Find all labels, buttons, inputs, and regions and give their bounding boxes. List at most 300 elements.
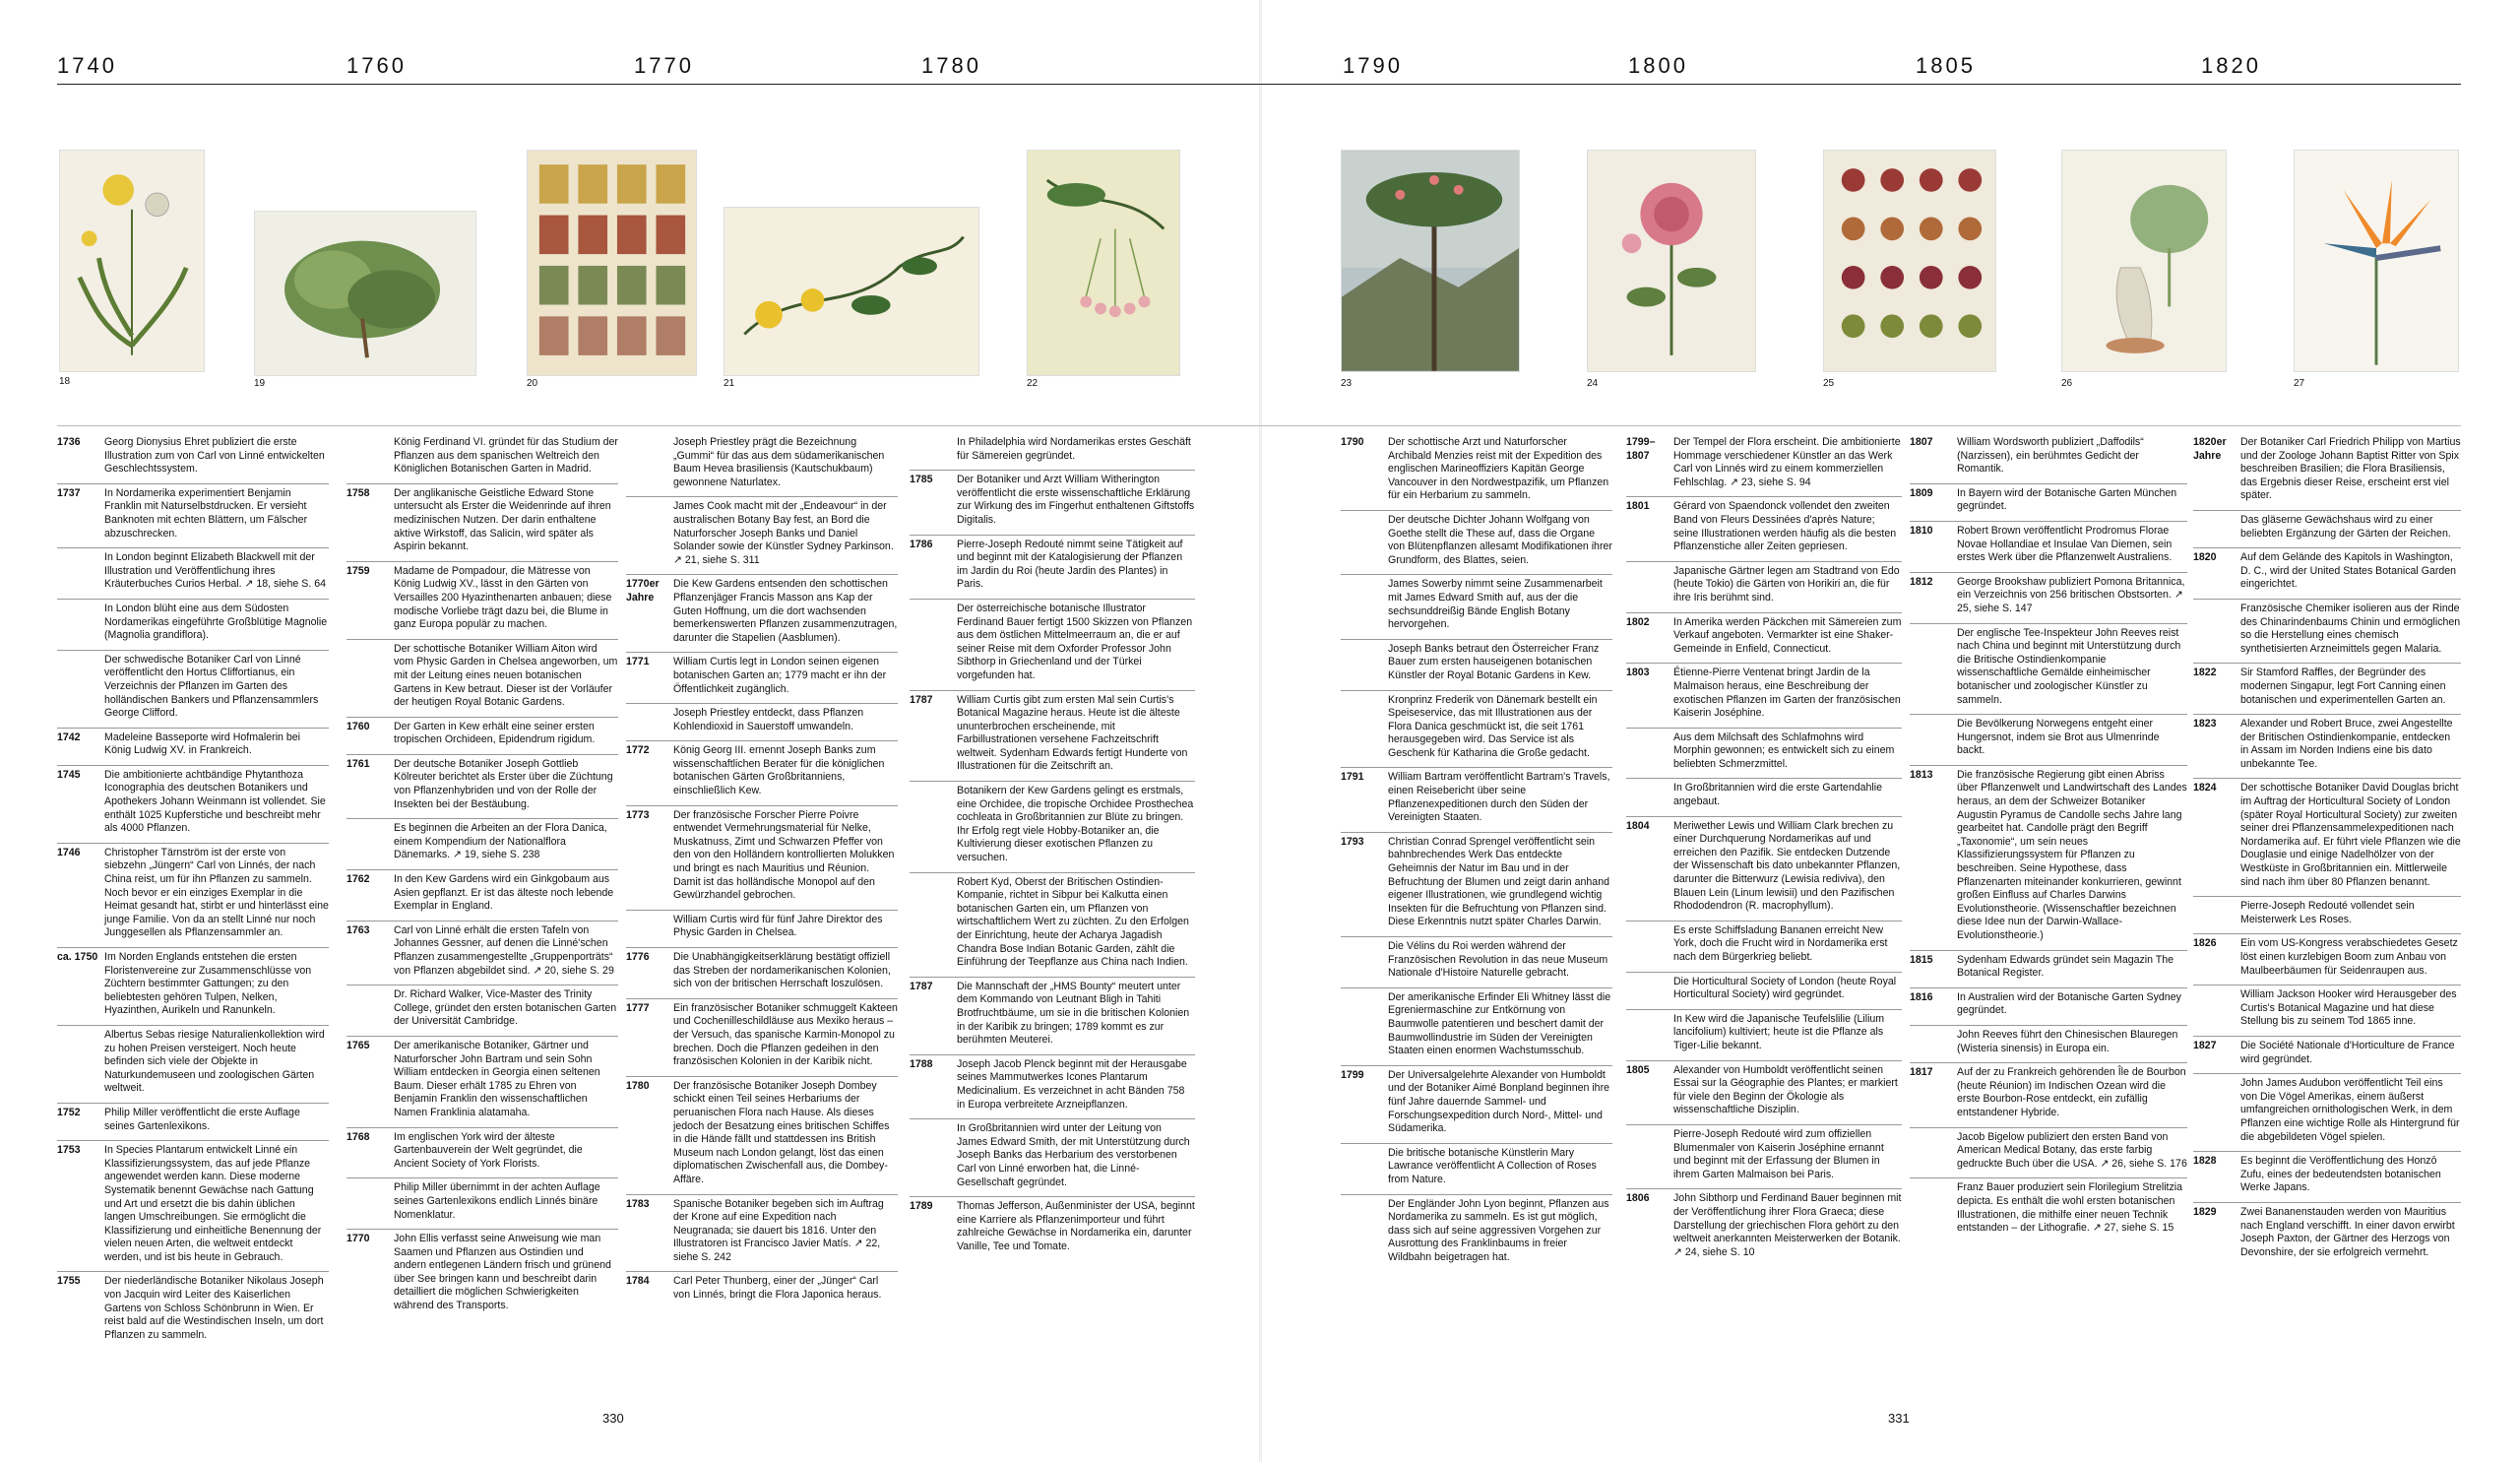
timeline-entry	[1910, 1127, 2187, 1178]
plate-bird-of-paradise	[2294, 150, 2459, 372]
timeline-entry	[1626, 778, 1902, 815]
entry-text: In Amerika werden Päckchen mit Sämereien zum Verkauf angeboten. Vermarkter ist eine Shaker-Gemeinde in Enfield, Connecticut.	[1673, 615, 1902, 655]
timeline-entry	[57, 1271, 329, 1349]
entry-text: Botanikern der Kew Gardens gelingt es erstmals, eine Orchidee, die tropische Orchidee Prosthechea cochleata in Großbritannien zur Blüte zu bringen. Ihr Erfolg regt viele Hobby-Botaniker an, die Kultivierung dieser exotischen Pflanzen zu versuchen.	[957, 785, 1194, 864]
timeline-entry	[1341, 1143, 1612, 1194]
entry-text: John Reeves führt den Chinesischen Blauregen (Wisteria sinensis) in Europa ein.	[1957, 1028, 2178, 1054]
entry-year: 1829	[2193, 1205, 2217, 1218]
entry-text: Christian Conrad Sprengel veröffentlicht sein bahnbrechendes Werk Das entdeckte Geheimnis der Natur im Bau und in der Befruchtung der Blumen und zeigt darin anhand eigener Illustrationen, wie grundlegend wichtig Insekten für die Befruchtung von Pflanzen sind. Diese Erkenntnis nutzt später Charles Darwin.	[1388, 835, 1609, 928]
entry-text: William Curtis legt in London seinen eigenen botanischen Garten an; 1779 macht er ihn der Öffentlichkeit zugänglich.	[673, 656, 887, 695]
timeline-entry	[346, 639, 618, 717]
timeline-entry	[346, 1127, 618, 1178]
timeline-entry	[1910, 765, 2187, 950]
entry-text: John Sibthorp und Ferdinand Bauer beginnen mit der Veröffentlichung ihrer Flora Graeca; diese Darstellung der griechischen Flora gehört zu den weltweit anerkannten Meisterwerken der Botanik. ↗ 24, siehe S. 10	[1673, 1192, 1902, 1258]
entry-text: In den Kew Gardens wird ein Ginkgobaum aus Asien gepflanzt. Er ist das älteste noch lebende Exemplar in England.	[394, 873, 614, 913]
entry-text: In Kew wird die Japanische Teufelslilie (Lilium lancifolium) kultiviert; heute ist die Pflanze als Tiger-Lilie bekannt.	[1673, 1012, 1885, 1051]
timeline-entry	[346, 717, 618, 754]
entry-text: Pierre-Joseph Redouté nimmt seine Tätigkeit auf und beginnt mit der Katalogisierung der Pflanzen im Jardin du Roi (heute Jardin des Plantes) in Paris.	[957, 538, 1183, 591]
entry-year: 1755	[57, 1275, 81, 1288]
decade-label: 1805	[1916, 53, 1976, 78]
entry-year	[346, 822, 394, 862]
entry-year: 1761	[346, 757, 370, 770]
timeline-column	[1341, 433, 1612, 1271]
entry-year: 1803	[1626, 667, 1650, 679]
entry-text: Albertus Sebas riesige Naturalienkollektion wird zu hohen Preisen versteigert. Noch heute befinden sich viele der Objekte in Naturkundemuseen und zoologischen Gärten weltweit.	[104, 1028, 325, 1095]
entry-year: 1746	[57, 846, 81, 858]
entry-text: Philip Miller übernimmt in der achten Auflage seines Gartenlexikons endlich Linnés binäre Nomenklatur.	[394, 1181, 600, 1221]
entry-text: Im englischen York wird der älteste Gartenbauverein der Welt gegründet, die Ancient Society of York Florists.	[394, 1130, 583, 1170]
entry-text: Im Norden Englands entstehen die ersten Floristenvereine zur Zusammenschlüsse von Züchtern bestimmter Gattungen; zu den beliebtesten gehören Tulpen, Nelken, Hyazinthen, Aurikeln und Ranunkeln.	[104, 951, 312, 1017]
rose-illustration	[1588, 151, 1755, 371]
decade-label: 1740	[57, 53, 117, 78]
timeline-entry	[57, 483, 329, 547]
entry-year: 1783	[626, 1197, 650, 1210]
entry-year	[346, 988, 394, 1029]
entry-text: Franz Bauer produziert sein Florilegium Strelitzia depicta. Es enthält die wohl ersten botanischen Illustrationen, die mithilfe einer neuen Technik entstanden – der Lithografie. ↗ 27, siehe S. 15	[1957, 1181, 2183, 1235]
timeline-entry	[2193, 985, 2461, 1036]
timeline-entry	[1341, 1065, 1612, 1143]
entry-text: Der Botaniker und Arzt William Witherington veröffentlicht die erste wissenschaftliche Erklärung zur Wirkung des im Fingerhut enthaltenen Giftstoffs Digitalis.	[957, 474, 1195, 526]
timeline-entry	[2193, 778, 2461, 896]
plate-yellow-vine	[724, 207, 979, 376]
timeline-entry	[910, 433, 1195, 470]
entry-text: In Australien wird der Botanische Garten Sydney gegründet.	[1957, 990, 2181, 1017]
entry-text: Pierre-Joseph Redouté wird zum offiziellen Blumenmaler von Kaiserin Joséphine ernannt und beginnt mit der Erfassung der Blumen in ihrem Garten Malmaison bei Paris.	[1673, 1127, 1884, 1180]
entry-text: Der Botaniker Carl Friedrich Philipp von Martius und der Zoologe Johann Baptist Ritter von Spix beschreiben Brasilien; die Flora Brasiliensis, das Ergebnis dieser Reise, erscheint erst viel später.	[2240, 436, 2461, 502]
timeline-entry	[57, 599, 329, 650]
timeline-entry	[1341, 510, 1612, 574]
entry-text: König Ferdinand VI. gründet für das Studium der Pflanzen aus dem spanischen Weltreich den Königlichen Botanischen Garten in Madrid.	[394, 436, 618, 476]
entry-text: Es beginnt die Veröffentlichung des Honzō Zufu, eines der bedeutendsten botanischen Werke Japans.	[2240, 1155, 2441, 1194]
plate-mushroom	[2061, 150, 2227, 372]
entry-year	[2193, 988, 2240, 1029]
timeline-entry	[626, 740, 898, 804]
timeline-entry	[626, 496, 898, 574]
entry-text: Der französische Forscher Pierre Poivre entwendet Vermehrungsmaterial für Nelke, Muskatnuss, Zimt und Schwarzen Pfeffer von den von den Holländern kontrollierten Molukken und bringt es nach Mauritius und Réunion. Damit ist das holländische Monopol auf den Gewürzhandel gebrochen.	[673, 808, 895, 902]
timeline-entry	[346, 1177, 618, 1229]
entry-text: In London beginnt Elizabeth Blackwell mit der Illustration und Veröffentlichung ihres Kräuterbuches Curios Herbal. ↗ 18, siehe S. 64	[104, 551, 326, 591]
entry-text: Aus dem Milchsaft des Schlafmohns wird Morphin gewonnen; es entwickelt sich zu einem beliebten Schmerzmittel.	[1673, 731, 1895, 770]
botanical-chart-illustration	[528, 151, 696, 375]
timeline-entry	[1626, 1060, 1902, 1124]
entry-text: Joseph Priestley prägt die Bezeichnung „Gummi“ für das aus dem südamerikanischen Baum Hevea brasiliensis (Kautschukbaum) gewonnene Naturlatex.	[673, 436, 885, 488]
timeline-entry	[1910, 433, 2187, 483]
entry-year: 1828	[2193, 1155, 2217, 1168]
timeline-entry	[1626, 1188, 1902, 1266]
timeline-entry	[2193, 599, 2461, 663]
entry-year	[1910, 1131, 1957, 1172]
entry-year: 1763	[346, 923, 370, 936]
entry-text: Joseph Priestley entdeckt, dass Pflanzen Kohlendioxid in Sauerstoff umwandeln.	[673, 707, 864, 732]
entry-year	[626, 500, 673, 567]
entry-text: Dr. Richard Walker, Vice-Master des Trinity College, gründet den ersten botanischen Garten der Universität Cambridge.	[394, 988, 617, 1028]
timeline-entry	[1341, 832, 1612, 936]
timeline-entry	[1341, 639, 1612, 690]
timeline-entry	[2193, 1073, 2461, 1151]
entry-text: Joseph Banks betraut den Österreicher Franz Bauer zum ersten hauseigenen botanischen Künstler der Royal Botanic Gardens in Kew.	[1388, 642, 1600, 681]
timeline-entry	[1341, 987, 1612, 1065]
entry-year	[57, 1029, 104, 1096]
entry-text: Carl von Linné erhält die ersten Tafeln von Johannes Gessner, auf denen die Linné'schen Pflanzen zusammengestellte „Gruppenporträts“ von Pflanzen abgebildet sind. ↗ 20, siehe S. 29	[394, 923, 614, 977]
entry-year	[626, 914, 673, 940]
entry-year: 1816	[1910, 990, 1933, 1003]
entry-text: Ein vom US-Kongress verabschiedetes Gesetz löst einen kurzlebigen Boom zum Anbau von Maulbeerbäumen für Seidenraupen aus.	[2240, 937, 2458, 977]
entry-year: 1822	[2193, 667, 2217, 679]
decade-label: 1770	[634, 53, 694, 78]
entry-text: Madame de Pompadour, die Mätresse von König Ludwig XV., lässt in den Gärten von Versailles 200 Hyazinthenarten anbauen; diese modische Vorliebe trägt dazu bei, die Blume in ganz Europa populär zu machen.	[394, 564, 612, 631]
timeline-entry	[346, 921, 618, 985]
timeline-entry	[346, 483, 618, 561]
timeline-column	[2193, 433, 2461, 1266]
timeline-entry	[2193, 1036, 2461, 1073]
timeline-entry	[57, 1025, 329, 1103]
entry-text: Der deutsche Dichter Johann Wolfgang von Goethe stellt die These auf, dass die Organe von Blütenpflanzen allesamt Modifikationen ihrer Grundform, des Blattes, seien.	[1388, 513, 1612, 566]
entry-year: 1773	[626, 808, 650, 821]
timeline-entry	[346, 869, 618, 921]
entry-text: Die britische botanische Künstlerin Mary Lawrance veröffentlicht A Collection of Roses from Nature.	[1388, 1146, 1597, 1185]
timeline-entry	[626, 574, 898, 652]
entry-text: König Georg III. ernennt Joseph Banks zum wissenschaftlichen Berater für die königlichen botanischen Gärten Großbritanniens, einschließlich Kew.	[673, 744, 885, 797]
timeline-entry	[2193, 547, 2461, 599]
entry-text: Die Horticultural Society of London (heute Royal Horticultural Society) wird gegründet.	[1673, 975, 1897, 1001]
entry-text: Robert Kyd, Oberst der Britischen Ostindien-Kompanie, richtet in Sibpur bei Kalkutta einen botanischen Garten ein, um Pflanzen von wirtschaftlichem Wert zu züchten. Zu den Erfolgen der Einrichtung, heute der Acharya Jagadish Chandra Bose Indian Botanic Garden, zählt die Einführung der Teepflanze aus China nach Indien.	[957, 875, 1189, 969]
entry-year	[346, 436, 394, 477]
entry-year	[1341, 940, 1388, 981]
entry-year: 1806	[1626, 1192, 1650, 1205]
entry-text: Kronprinz Frederik von Dänemark bestellt ein Speiseservice, das mit Illustrationen aus der Flora Danica geschmückt ist, die seit 1761 herausgegeben wird. Das Service ist als Geschenk für Katharina die Große gedacht.	[1388, 693, 1598, 759]
entry-text: Georg Dionysius Ehret publiziert die erste Illustration zum von Carl von Linné entwickelten Geschlechtssystem.	[104, 436, 325, 476]
timeline-entry	[346, 985, 618, 1036]
entry-year	[626, 436, 673, 489]
timeline-entry	[1626, 728, 1902, 779]
entry-text: William Curtis wird für fünf Jahre Direktor des Physic Garden in Chelsea.	[673, 913, 883, 939]
bird-of-paradise-illustration	[2295, 151, 2458, 371]
entry-text: Thomas Jefferson, Außenminister der USA, beginnt eine Karriere als Pflanzenimporteur und führt zahlreiche Gewächse in Nordamerika ein, darunter Vanille, Tee und Tomate.	[957, 1200, 1195, 1252]
plate-number: 22	[1027, 378, 1039, 389]
timeline-entry	[2193, 433, 2461, 510]
timeline-column	[57, 433, 329, 1349]
page-number-right: 331	[1888, 1411, 1910, 1426]
entry-year: 1776	[626, 951, 650, 963]
entry-text: Jacob Bigelow publiziert den ersten Band von American Medical Botany, das erste farbig gedruckte Buch über die USA. ↗ 26, siehe S. 176	[1957, 1130, 2187, 1170]
entry-year	[1910, 718, 1957, 758]
entry-text: Der amerikanische Erfinder Eli Whitney lässt die Egreniermaschine zur Entkörnung von Baumwolle patentieren und beschert damit der Baumwollindustrie im Süden der Vereinigten Staaten einen enormen Wachstumsschub.	[1388, 990, 1611, 1057]
entry-text: Étienne-Pierre Ventenat bringt Jardin de la Malmaison heraus, eine Beschreibung der exotischen Pflanzen im Garten der französischen Kaiserin Joséphine.	[1673, 667, 1901, 720]
timeline-entry	[1626, 921, 1902, 972]
entry-text: Der französische Botaniker Joseph Dombey schickt einen Teil seines Herbariums der peruanischen Flora nach Hause. Als dieses jedoch der Besatzung eines britischen Schiffes in die Hände fällt und stattdessen ins British Museum nach London gelangt, löst das einen diplomatischen Zwischenfall aus, die Dombey-Affäre.	[673, 1079, 890, 1185]
entry-year: 1820	[2193, 551, 2217, 564]
entry-year: 1799	[1341, 1068, 1364, 1081]
timeline-entry	[57, 650, 329, 728]
timeline-entry	[2193, 714, 2461, 778]
entry-year: 1772	[626, 744, 650, 757]
entry-year	[1341, 694, 1388, 761]
entry-text: In Species Plantarum entwickelt Linné ein Klassifizierungssystem, das auf jede Pflanze angewendet werden kann. Diese moderne Systematik benennt Gewächse nach Gattung und Art und ersetzt die bis dahin üblichen langen Umschreibungen. Sie ermöglicht die Klassifizierung und einheitliche Benennung der vielen neuen Arten, die weltweit entdeckt werden, und ist bis heute in Gebrauch.	[104, 1144, 322, 1263]
entry-year: 1745	[57, 768, 81, 781]
entry-year: 1771	[626, 656, 650, 668]
entry-year	[1341, 643, 1388, 683]
entry-year: 1815	[1910, 953, 1933, 966]
entry-text: Es erste Schiffsladung Bananen erreicht New York, doch die Frucht wird in Nordamerika erst nach dem Bürgerkrieg beliebt.	[1673, 923, 1888, 963]
timeline-entry	[910, 1118, 1195, 1196]
timeline-entry	[626, 805, 898, 910]
timeline-entry	[1626, 612, 1902, 664]
timeline-entry	[910, 599, 1195, 690]
entry-year: 1801	[1626, 500, 1650, 513]
entry-year	[346, 1181, 394, 1222]
entry-year	[910, 436, 957, 463]
timeline-entry	[626, 1194, 898, 1272]
entry-year: 1826	[2193, 937, 2217, 950]
entry-year: 1812	[1910, 575, 1933, 588]
timeline-entry	[2193, 896, 2461, 933]
timeline-entry	[910, 872, 1195, 977]
entry-text: Französische Chemiker isolieren aus der Rinde des Chinarindenbaums Chinin und ermöglichen so die Herstellung eines chemisch synthetisierten Arzneimittels gegen Malaria.	[2240, 602, 2461, 655]
timeline-entry	[346, 754, 618, 818]
timeline-entry	[1910, 1062, 2187, 1126]
entry-year: 1760	[346, 720, 370, 732]
timeline-entry	[626, 998, 898, 1076]
timeline-column	[1910, 433, 2187, 1242]
timeline-entry	[1910, 950, 2187, 987]
entry-text: Joseph Jacob Plenck beginnt mit der Herausgabe seines Mammutwerkes Icones Plantarum Medicinalium. Es verzeichnet in acht Bänden 758 in Europa verbreitete Arzneipflanzen.	[957, 1057, 1187, 1111]
entry-text: Es beginnen die Arbeiten an der Flora Danica, einem Kompendium der Nationalflora Dänemarks. ↗ 19, siehe S. 238	[394, 822, 607, 861]
timeline-entry	[57, 433, 329, 483]
entry-year: 1787	[910, 980, 933, 992]
timeline-entry	[1341, 1194, 1612, 1272]
plate-number: 18	[59, 376, 71, 387]
entry-text: George Brookshaw publiziert Pomona Britannica, ein Verzeichnis von 256 britischen Obstsorten. ↗ 25, siehe S. 147	[1957, 575, 2185, 614]
book-gutter	[1259, 0, 1262, 1462]
page-number-left: 330	[602, 1411, 624, 1426]
entry-text: Der niederländische Botaniker Nikolaus Joseph von Jacquin wird Leiter des Kaiserlichen Gartens von Schloss Schönbrunn in Wien. Er reist bald auf die Westindischen Inseln, um dort Pflanzen zu sammeln.	[104, 1275, 324, 1341]
entry-text: Alexander von Humboldt veröffentlicht seinen Essai sur la Géographie des Plantes; er markiert für viele den Beginn der Ökologie als wissenschaftliche Disziplin.	[1673, 1063, 1898, 1116]
timeline-entry	[2193, 1151, 2461, 1202]
timeline-entry	[910, 470, 1195, 534]
timeline-entry	[1626, 433, 1902, 496]
fruit-illustration	[1824, 151, 1995, 371]
plate-fruit	[1823, 150, 1996, 372]
entry-year: 1752	[57, 1106, 81, 1118]
entry-year: 1777	[626, 1001, 650, 1014]
timeline-entry	[1341, 767, 1612, 831]
entry-year	[1626, 976, 1673, 1002]
timeline-entry	[2193, 510, 2461, 547]
entry-year	[57, 654, 104, 721]
entry-text: Der Engländer John Lyon beginnt, Pflanzen aus Nordamerika zu sammeln. Es ist gut möglich, dass sich auf seine aggressiven Vorgehen zur Ausrottung des Franklinbaums in freier Wildbahn beigetragen hat.	[1388, 1197, 1609, 1263]
entry-text: Der schottische Botaniker William Aiton wird vom Physic Garden in Chelsea angeworben, um mit der Leitung eines neuen botanischen Gartens in Kew betraut. Dieser ist der Vorläufer der heutigen Royal Botanic Gardens.	[394, 642, 618, 709]
plate-landscape	[1341, 150, 1520, 372]
entry-text: Das gläserne Gewächshaus wird zu einer beliebten Ergänzung der Gärten der Reichen.	[2240, 513, 2451, 540]
entry-text: In Großbritannien wird unter der Leitung von James Edward Smith, der mit Unterstützung durch Joseph Banks das Herbarium des verstorbenen Carl von Linné erworben hat, die Linné-Gesellschaft gegründet.	[957, 1122, 1190, 1188]
entry-text: Pierre-Joseph Redouté vollendet sein Meisterwerk Les Roses.	[2240, 900, 2415, 925]
entry-year: 1784	[626, 1275, 650, 1288]
timeline-entry	[57, 947, 329, 1025]
dandelion-illustration	[60, 151, 204, 371]
entry-text: Gérard von Spaendonck vollendet den zweiten Band von Fleurs Dessinées d'après Nature; seine Illustrationen werden häufig als die besten Pflanzenstiche aller Zeiten gepriesen.	[1673, 500, 1897, 553]
section-rule	[57, 425, 2461, 426]
plate-pink-flowers	[1027, 150, 1180, 376]
timeline-entry	[1626, 1124, 1902, 1188]
entry-text: Die Unabhängigkeitserklärung bestätigt offiziell das Streben der nordamerikanischen Kolonien, sich von der britischen Herrschaft loszulösen.	[673, 951, 891, 990]
timeline-entry	[910, 781, 1195, 872]
timeline-entry	[1341, 433, 1612, 510]
entry-text: Japanische Gärtner legen am Stadtrand von Edo (heute Tokio) die Gärten von Horikiri an, die für ihre Iris berühmt sind.	[1673, 564, 1900, 604]
entry-text: Die Mannschaft der „HMS Bounty“ meutert unter dem Kommando von Leutnant Bligh in Tahiti Brotfruchtbäume, um sie in die britischen Kolonien in der Karibik zu bringen; 1789 kommt es zur berühmten Meuterei.	[957, 980, 1190, 1047]
shrub-illustration	[255, 212, 475, 375]
entry-text: In Philadelphia wird Nordamerikas erstes Geschäft für Sämereien gegründet.	[957, 436, 1191, 462]
timeline-entry	[57, 547, 329, 599]
entry-year: 1793	[1341, 835, 1364, 848]
timeline-entry	[626, 1271, 898, 1308]
entry-year	[2193, 900, 2240, 926]
timeline-entry	[1910, 714, 2187, 765]
entry-year: 1737	[57, 486, 81, 499]
entry-year	[1341, 1198, 1388, 1265]
timeline-entry	[1626, 1009, 1902, 1060]
entry-text: Ein französischer Botaniker schmuggelt Kakteen und Cochenilleschildläuse aus Mexiko heraus – der Versuch, das spanische Karmin-Monopol zu brechen. Doch die Pflanzen gedeihen in den französischen Kolonien in der Karibik nicht.	[673, 1001, 898, 1068]
entry-text: Alexander und Robert Bruce, zwei Angestellte der Britischen Ostindienkompanie, entdecken in Assam im Norden Indiens eine bis dato unbekannte Tee.	[2240, 718, 2453, 770]
plate-dandelion	[59, 150, 205, 372]
entry-year: 1736	[57, 436, 81, 448]
timeline-entry	[910, 535, 1195, 599]
entry-text: John Ellis verfasst seine Anweisung wie man Saamen und Pflanzen aus Ostindien und andern entlegenen Ländern frisch und grünend über See bringen kann und beschreibt darin detailliert die möglichen Schwierigkeiten während des Transports.	[394, 1233, 611, 1312]
entry-year	[1626, 924, 1673, 965]
entry-year	[1910, 627, 1957, 708]
entry-text: Carl Peter Thunberg, einer der „Jünger“ Carl von Linnés, bringt die Flora Japonica heraus.	[673, 1275, 882, 1302]
entry-year: ca. 1750	[57, 951, 98, 963]
plate-number: 19	[254, 378, 266, 389]
timeline-entry	[1626, 496, 1902, 560]
entry-year: 1758	[346, 486, 370, 499]
timeline-entry	[1910, 483, 2187, 521]
entry-year: 1770	[346, 1233, 370, 1245]
entry-year	[910, 603, 957, 683]
entry-text: Der schottische Arzt und Naturforscher Archibald Menzies reist mit der Expedition des englischen Marineoffiziers Kapitän George Vancouver in den Nordwestpazifik, um Pflanzen für ein Herbarium zu sammeln.	[1388, 436, 1609, 502]
entry-text: Sydenham Edwards gründet sein Magazin The Botanical Register.	[1957, 953, 2174, 980]
entry-year	[1626, 1128, 1673, 1181]
decade-label: 1790	[1343, 53, 1403, 78]
entry-year: 1787	[910, 693, 933, 706]
plate-number: 23	[1341, 378, 1353, 389]
entry-year	[2193, 1077, 2240, 1144]
timeline-entry	[626, 703, 898, 740]
entry-text: Der amerikanische Botaniker, Gärtner und Naturforscher John Bartram und sein Sohn William entdecken in Georgia einen seltenen Baum. Dieser erhält 1785 zu Ehren von Benjamin Franklin den wissenschaftlichen Namen Franklinia alatamaha.	[394, 1039, 600, 1118]
entry-year	[346, 643, 394, 710]
entry-year: 1802	[1626, 615, 1650, 628]
entry-text: John James Audubon veröffentlicht Teil eins von Die Vögel Amerikas, einem äußerst umfangreichen ornithologischen Werk, in dem Pflanzen eine wichtige Rolle als Hintergrund für die abgebildeten Vögel spielen.	[2240, 1077, 2460, 1143]
timeline-column	[1626, 433, 1902, 1266]
entry-text: Der Universalgelehrte Alexander von Humboldt und der Botaniker Aimé Bonpland beginnen ihre fünf Jahre dauernde Sammel- und Forschungsexpedition durch Nord-, Mittel- und Südamerika.	[1388, 1068, 1609, 1135]
plate-number: 20	[527, 378, 538, 389]
entry-text: Der deutsche Botaniker Joseph Gottlieb Kölreuter berichtet als Erster über die Züchtung von Pflanzenhybriden und von der Rolle der Insekten bei der Bestäubung.	[394, 757, 613, 810]
entry-year: 1805	[1626, 1063, 1650, 1076]
timeline-entry	[2193, 933, 2461, 985]
entry-year: 1785	[910, 474, 933, 486]
entry-year	[57, 603, 104, 643]
entry-year: 1824	[2193, 782, 2217, 795]
entry-year: 1809	[1910, 486, 1933, 499]
timeline-entry	[626, 433, 898, 496]
entry-year: 1765	[346, 1039, 370, 1051]
timeline-entry	[910, 1054, 1195, 1118]
entry-year: 1759	[346, 564, 370, 577]
entry-year: 1813	[1910, 768, 1933, 781]
entry-text: Madeleine Basseporte wird Hofmalerin bei König Ludwig XV. in Frankreich.	[104, 731, 301, 757]
timeline-entry	[910, 1196, 1195, 1260]
timeline-entry	[1626, 561, 1902, 612]
entry-text: Die Société Nationale d'Horticulture de France wird gegründet.	[2240, 1039, 2455, 1065]
entry-text: Die französische Regierung gibt einen Abriss über Pflanzenwelt und Landwirtschaft des Landes heraus, an dem der Schweizer Botaniker Augustin Pyramus de Candolle sechs Jahre lang gearbeitet hat. Candolle prägt den Begriff „Taxonomie“, um sein neues Klassifizierungssystem für Pflanzen zu beschreiben. Seine Hypothese, dass Pflanzenarten miteinander konkurrieren, gewinnt großen Einfluss auf Charles Darwins Evolutionstheorie. (Wissenschaftler bezeichnen diese Idee nun der Darwin-Wallace-Evolutionstheorie.)	[1957, 768, 2187, 941]
timeline-entry	[1910, 1177, 2187, 1241]
entry-year: 1827	[2193, 1039, 2217, 1051]
timeline-entry	[346, 433, 618, 483]
timeline-column	[910, 433, 1195, 1260]
entry-text: Der österreichische botanische Illustrator Ferdinand Bauer fertigt 1500 Skizzen von Pflanzen aus dem östlichen Mittelmeerraum an, die er auf seiner Reise mit dem Oxforder Professor John Sibthorp in Griechenland und der Türkei vorgefunden hat.	[957, 602, 1193, 681]
entry-text: Die Vélins du Roi werden während der Französischen Revolution in das neue Museum Nationale d'Histoire Naturelle gebracht.	[1388, 940, 1608, 980]
entry-year	[57, 551, 104, 592]
timeline-entry	[1910, 987, 2187, 1025]
entry-year	[910, 785, 957, 865]
entry-year: 1820er Jahre	[2193, 436, 2227, 462]
entry-text: In Großbritannien wird die erste Gartendahlie angebaut.	[1673, 782, 1882, 808]
timeline-entry	[1626, 972, 1902, 1009]
entry-text: James Sowerby nimmt seine Zusammenarbeit mit James Edward Smith auf, aus der die sechsunddreißig Bände English Botany hervorgehen.	[1388, 578, 1603, 631]
timeline-entry	[2193, 1202, 2461, 1266]
timeline-entry	[1910, 623, 2187, 715]
timeline-entry	[346, 1229, 618, 1320]
timeline-entry	[1341, 690, 1612, 768]
entry-text: Auf dem Gelände des Kapitols in Washington, D. C., wird der United States Botanical Garden eingerichtet.	[2240, 551, 2457, 591]
timeline-entry	[346, 818, 618, 869]
entry-text: James Cook macht mit der „Endeavour“ in der australischen Botany Bay fest, an Bord die Naturforscher Joseph Banks und Daniel Solander sowie der Künstler Sydney Parkinson. ↗ 21, siehe S. 311	[673, 500, 894, 566]
entry-year: 1753	[57, 1144, 81, 1157]
mimosa-landscape-illustration	[1342, 151, 1519, 371]
entry-year	[626, 707, 673, 733]
timeline-entry	[626, 947, 898, 998]
entry-text: Robert Brown veröffentlicht Prodromus Florae Novae Hollandiae et Insulae Van Diemen, sein erstes Werk über die Pflanzenwelt Australiens.	[1957, 524, 2173, 564]
entry-year: 1786	[910, 538, 933, 550]
entry-year	[1341, 578, 1388, 631]
entry-year	[1626, 731, 1673, 772]
yellow-vine-illustration	[724, 208, 978, 375]
entry-text: In London blüht eine aus dem Südosten Nordamerikas eingeführte Großblütige Magnolie (Magnolia grandiflora).	[104, 602, 328, 642]
timeline-column	[626, 433, 898, 1309]
plate-chart	[527, 150, 697, 376]
entry-year: 1768	[346, 1130, 370, 1143]
entry-text: Spanische Botaniker begeben sich im Auftrag der Krone auf eine Expedition nach Neugranada; sie dauert bis 1816. Unter den Illustratoren ist Francisco Javier Matís. ↗ 22, siehe S. 242	[673, 1197, 884, 1263]
entry-text: William Curtis gibt zum ersten Mal sein Curtis's Botanical Magazine heraus. Heute ist die älteste ununterbrochen erscheinende, mit Farbillustrationen versehene Fachzeitschrift weltweit. Sydenham Edwards fertigt Hunderte von Illustrationen für die Zeitschrift an.	[957, 693, 1188, 773]
entry-text: Christopher Tärnström ist der erste von siebzehn „Jüngern“ Carl von Linnés, der nach China reist, um für ihn Pflanzen zu sammeln. Noch bevor er ein einziges Exemplar in die Heimat gesandt hat, stirbt er und hinterlässt eine junge Familie. Von da an stellt Linné nur noch Junggesellen als Pflanzensammler an.	[104, 846, 329, 939]
timeline-entry	[626, 1076, 898, 1194]
timeline-entry	[626, 910, 898, 947]
entry-year	[1341, 1147, 1388, 1187]
entry-text: Der anglikanische Geistliche Edward Stone untersucht als Erster die Weidenrinde auf ihren medizinischen Nutzen. Der darin enthaltene aktive Wirkstoff, das Salicin, wird später als Aspirin bekannt.	[394, 486, 611, 553]
entry-text: Philip Miller veröffentlicht die erste Auflage seines Gartenlexikons.	[104, 1106, 300, 1132]
plate-number: 21	[724, 378, 735, 389]
entry-text: Der Tempel der Flora erscheint. Die ambitionierte Hommage verschiedener Künstler an das Werk Carl von Linnés wird zu einem kommerziellen Fehlschlag. ↗ 23, siehe S. 94	[1673, 436, 1901, 488]
timeline-entry	[1341, 574, 1612, 638]
plate-number: 26	[2061, 378, 2073, 389]
timeline-entry	[1626, 663, 1902, 727]
entry-year: 1790	[1341, 436, 1364, 448]
entry-year: 1762	[346, 873, 370, 886]
decade-label: 1780	[921, 53, 981, 78]
timeline-entry	[57, 1103, 329, 1140]
timeline-entry	[57, 765, 329, 843]
entry-text: Die ambitionierte achtbändige Phytanthoza Iconographia des deutschen Botanikers und Apothekers Johann Weinmann ist vollendet. Sie enthält 1025 Kupferstiche und beschreibt mehr als 4000 Pflanzen.	[104, 768, 326, 835]
timeline-entry	[626, 652, 898, 703]
